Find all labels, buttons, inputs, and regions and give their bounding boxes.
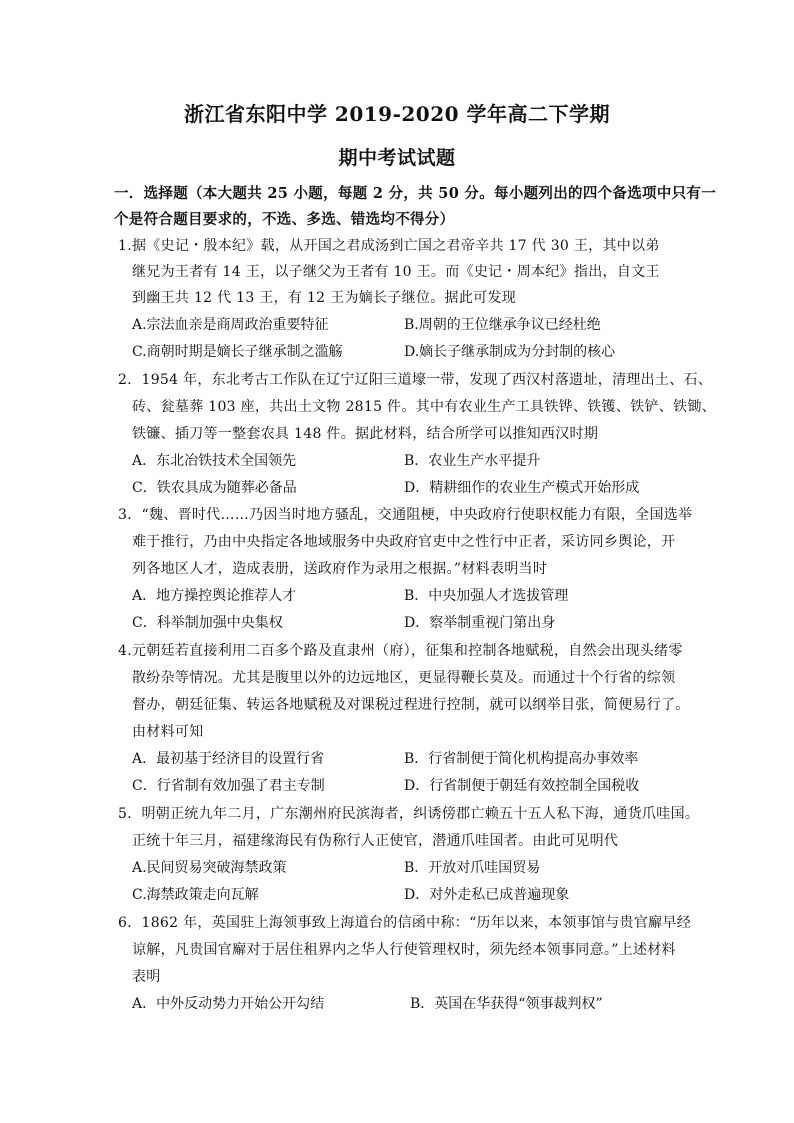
question-2-option-d[interactable]: D．精耕细作的农业生产模式开始形成	[404, 480, 640, 496]
question-4-option-c[interactable]: C．行省制有效加强了君主专制	[132, 778, 325, 794]
question-5-option-c[interactable]: C.海禁政策走向瓦解	[132, 887, 259, 903]
question-5-option-a[interactable]: A.民间贸易突破海禁政策	[132, 860, 287, 876]
question-4-option-b[interactable]: B．行省制便于简化机构提高办事效率	[404, 751, 639, 767]
question-3-option-d[interactable]: D．察举制重视门第出身	[404, 615, 556, 631]
question-4-line-4: 由材料可知	[132, 724, 204, 740]
question-5-option-b[interactable]: B．开放对爪哇国贸易	[404, 860, 541, 876]
question-3-line-2: 难于推行，乃由中央指定各地域服务中央政府官吏中之性行中正者，采访同乡舆论，开	[132, 534, 676, 550]
question-5-line-2: 正统十年三月，福建缘海民有伪称行人正使官，潜通爪哇国者。由此可见明代	[132, 833, 619, 849]
section-heading-cont: 个是符合题目要求的，不选、多选、错选均不得分）	[114, 211, 455, 228]
question-1-option-d[interactable]: D.嫡长子继承制成为分封制的核心	[404, 344, 616, 360]
question-3-option-c[interactable]: C．科举制加强中央集权	[132, 615, 283, 631]
question-4-option-d[interactable]: D．行省制便于朝廷有效控制全国税收	[404, 778, 640, 794]
exam-title: 浙江省东阳中学 2019-2020 学年高二下学期	[183, 102, 611, 126]
question-4-option-a[interactable]: A．最初基于经济目的设置行省	[132, 751, 325, 767]
question-3-option-a[interactable]: A．地方操控舆论推荐人才	[132, 588, 297, 604]
question-5-line-1: 5．明朝正统九年二月，广东潮州府民滨海者，纠诱傍郡亡赖五十五人私下海，通货爪哇国。	[118, 806, 700, 822]
question-4-line-2: 散纷杂等情况。尤其是腹里以外的边远地区，更显得鞭长莫及。而通过十个行省的综领	[132, 670, 676, 686]
question-3-option-b[interactable]: B．中央加强人才选拔管理	[404, 588, 569, 604]
question-6-option-a[interactable]: A．中外反动势力开始公开勾结	[132, 996, 325, 1012]
question-4-line-3: 督办，朝廷征集、转运各地赋税及对课税过程进行控制，就可以纲举目张，简便易行了。	[132, 697, 690, 713]
question-3-line-3: 列各地区人才，造成表册，送政府作为录用之根据。”材料表明当时	[132, 561, 548, 577]
question-4-line-1: 4.元朝廷若直接利用二百多个路及直隶州（府），征集和控制各地赋税，自然会出现头绪零	[118, 643, 683, 659]
question-6-line-3: 表明	[132, 969, 161, 985]
question-1-option-c[interactable]: C.商朝时期是嫡长子继承制之滥觞	[132, 344, 343, 360]
question-1-option-a[interactable]: A.宗法血亲是商周政治重要特征	[132, 317, 329, 333]
question-5-option-d[interactable]: D．对外走私已成普遍现象	[404, 887, 570, 903]
question-6-line-2: 谅解，凡贵国官廨对于居住租界内之华人行使管理权时，须先经本领事同意。”上述材料	[132, 942, 676, 958]
question-2-line-2: 砖、瓮墓葬 103 座，共出土文物 2815 件。其中有农业生产工具铁铧、铁镬、铁铲、铁锄、	[132, 399, 716, 415]
question-1-line-3: 到幽王共 12 代 13 王，有 12 王为嫡长子继位。据此可发现	[132, 290, 517, 306]
question-1-option-b[interactable]: B.周朝的王位继承争议已经杜绝	[404, 317, 601, 333]
question-3-line-1: 3．“魏、晋时代……乃因当时地方骚乱，交通阻梗，中央政府行使职权能力有限，全国选举	[118, 507, 693, 523]
question-2-option-a[interactable]: A．东北冶铁技术全国领先	[132, 453, 297, 469]
question-1-line-2: 继兄为王者有 14 王，以子继父为王者有 10 王。而《史记・周本纪》指出，自文王	[132, 264, 660, 280]
section-heading: 一．选择题（本大题共 25 小题，每题 2 分，共 50 分。每小题列出的四个备选项中只有一	[114, 185, 717, 202]
question-2-option-c[interactable]: C．铁农具成为随葬必备品	[132, 480, 297, 496]
question-6-line-1: 6．1862 年，英国驻上海领事致上海道台的信函中称：“历年以来，本领事馆与贵官廨早经	[118, 915, 692, 931]
question-1-line-1: 1.据《史记・殷本纪》载，从开国之君成汤到亡国之君帝辛共 17 代 30 王，其中以弟	[118, 238, 660, 254]
question-2-line-1: 2．1954 年，东北考古工作队在辽宁辽阳三道壕一带，发现了西汉村落遗址，清理出土、石、	[118, 372, 713, 388]
question-2-option-b[interactable]: B．农业生产水平提升	[404, 453, 541, 469]
question-6-option-b[interactable]: B．英国在华获得“领事裁判权”	[410, 996, 603, 1012]
question-2-line-3: 铁镰、插刀等一整套农具 148 件。据此材料，结合所学可以推知西汉时期	[132, 426, 599, 442]
exam-subtitle: 期中考试试题	[338, 147, 456, 169]
